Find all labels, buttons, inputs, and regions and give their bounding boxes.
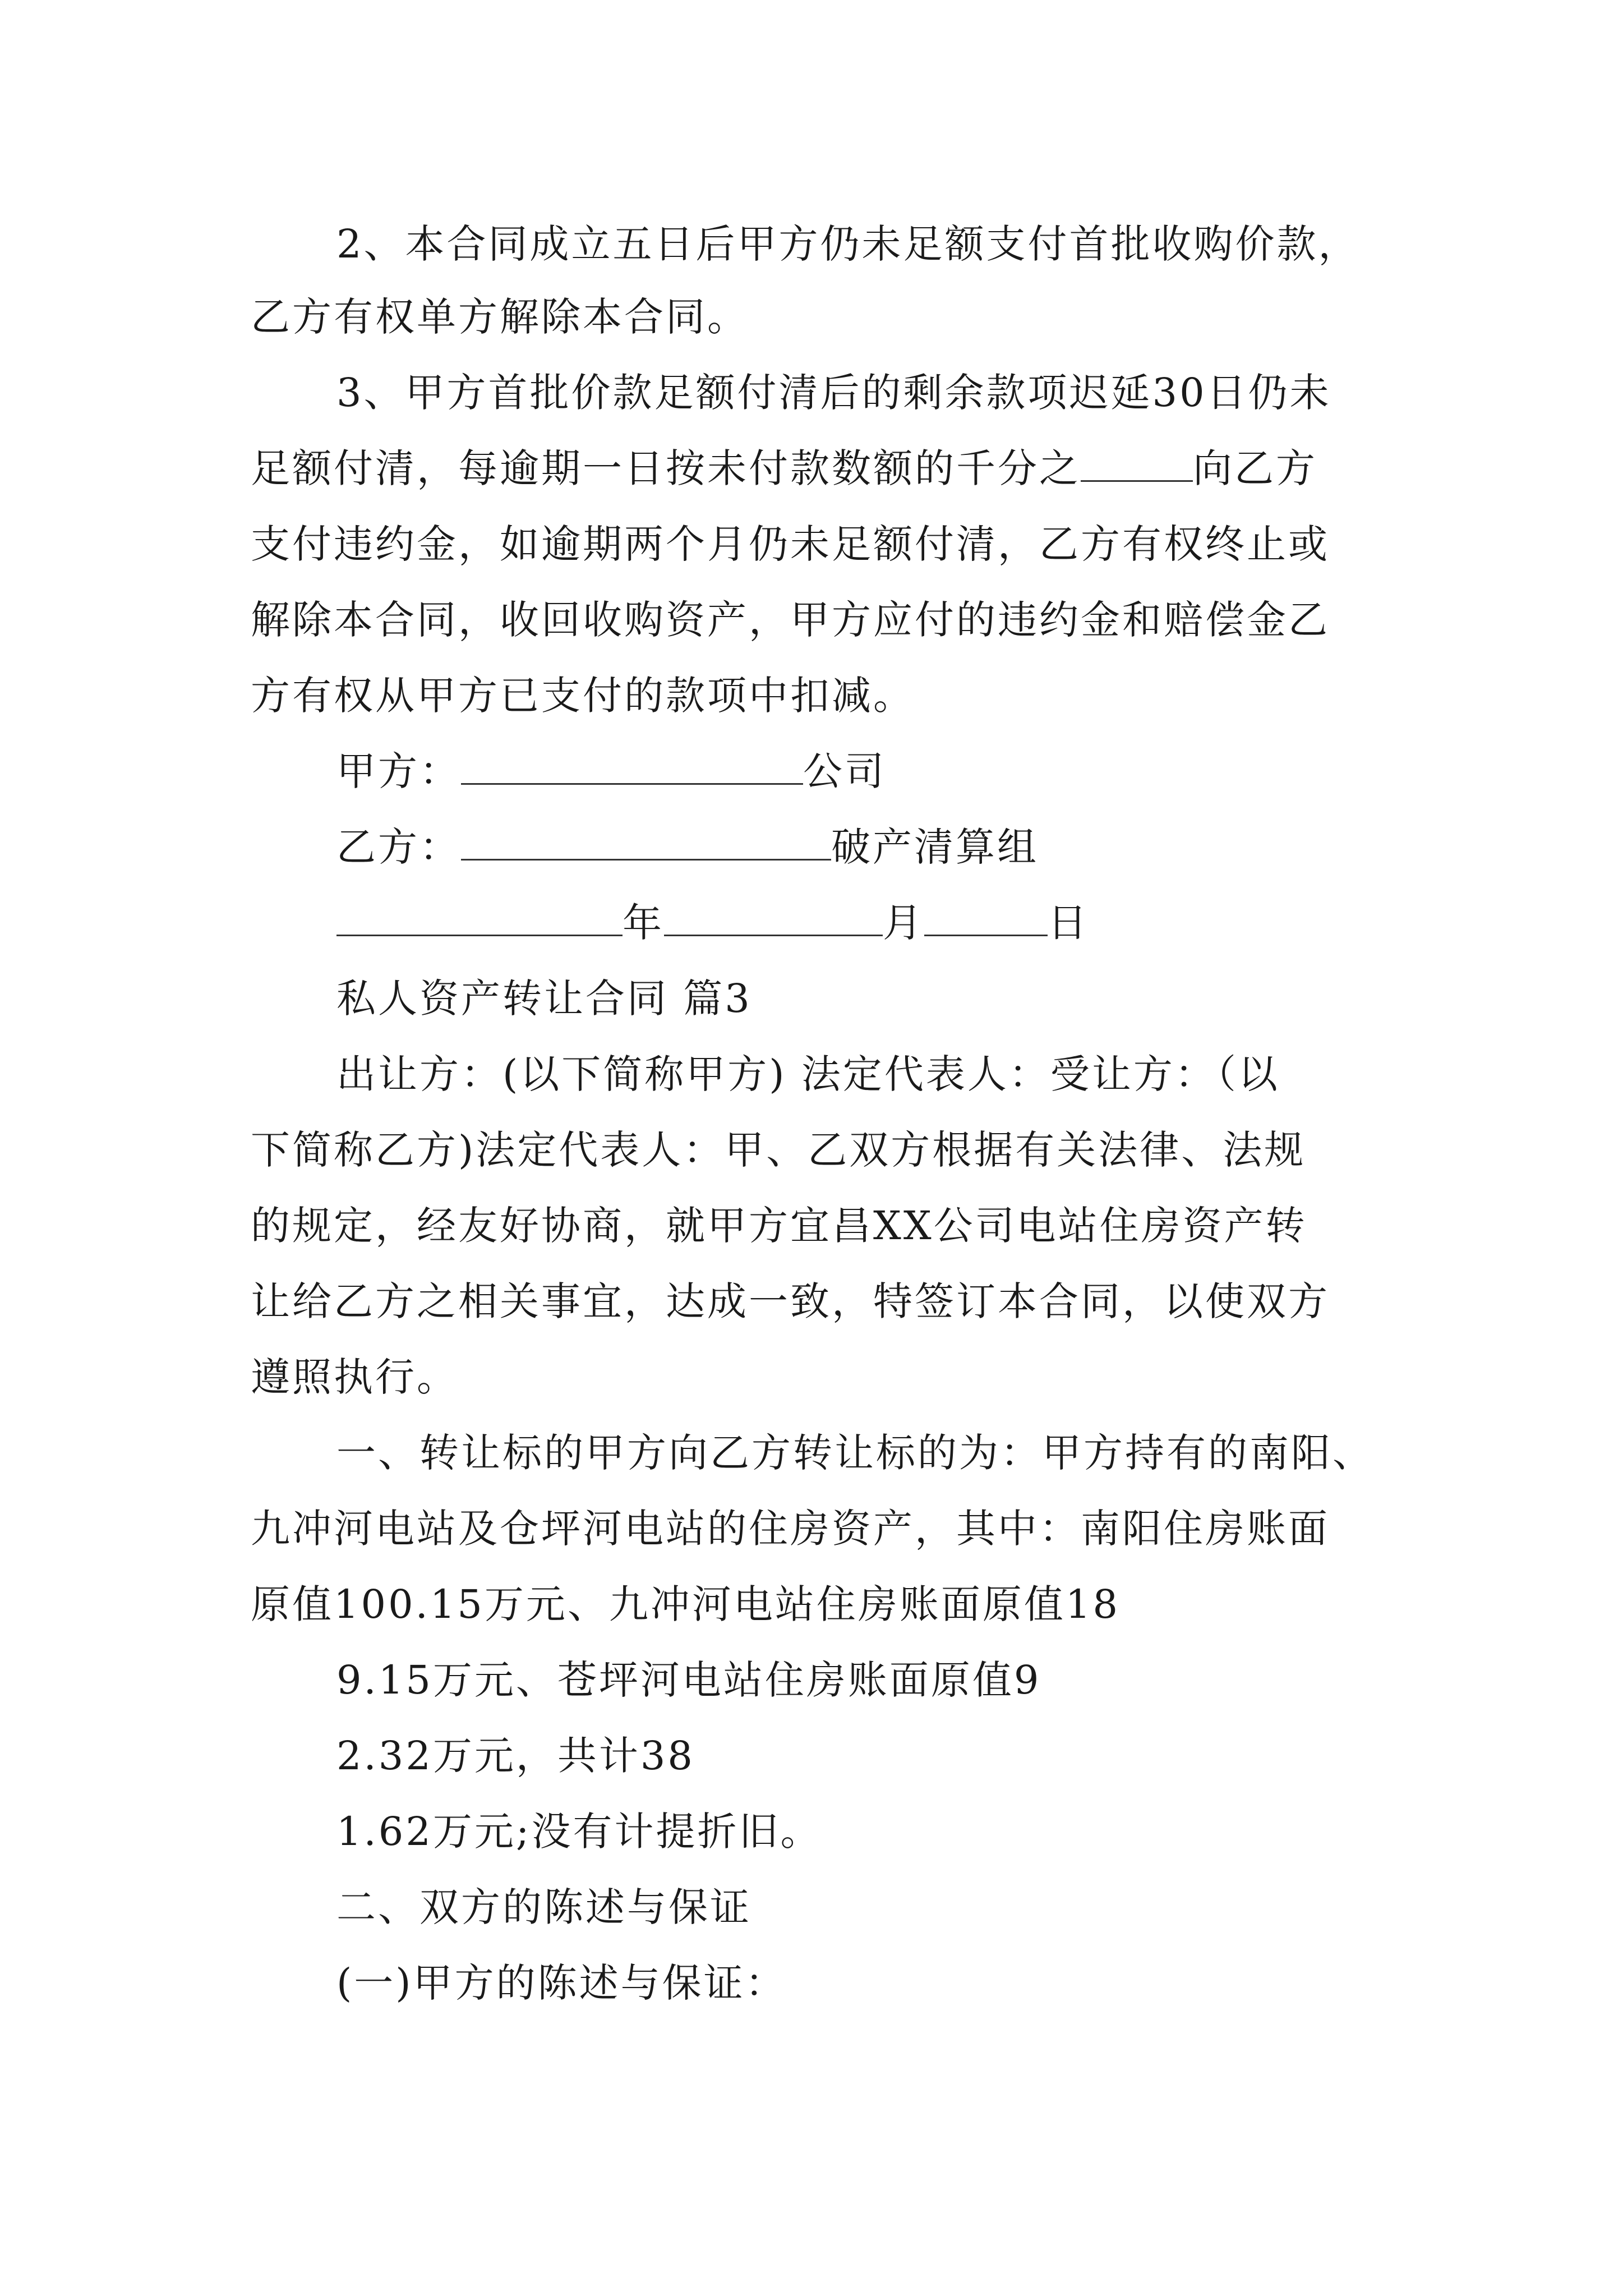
paragraph-article-1-line-3: 原值100.15万元、九冲河电站住房账面原值18 xyxy=(251,1581,1121,1627)
signature-party-a xyxy=(336,746,886,797)
year-blank xyxy=(336,901,623,936)
month-blank xyxy=(664,901,883,936)
paragraph-clause-3-line-1: 3、甲方首批价款足额付清后的剩余款项迟延30日仍未 xyxy=(336,370,1331,416)
paragraph-article-1-line-6: 1.62万元;没有计提折旧。 xyxy=(336,1809,822,1855)
paragraph-preamble-line-2: 下简称乙方)法定代表人：甲、乙双方根据有关法律、法规 xyxy=(251,1127,1306,1173)
clause-3-text: 足额付清，每逾期一日按未付款数额的千分之 xyxy=(251,445,1081,491)
party-a-blank xyxy=(461,749,803,785)
paragraph-article-1-line-4: 9.15万元、苍坪河电站住房账面原值9 xyxy=(336,1657,1041,1703)
rate-blank xyxy=(1081,447,1193,482)
paragraph-preamble-line-4: 让给乙方之相关事宜，达成一致，特签订本合同，以使双方 xyxy=(251,1278,1330,1324)
party-b-suffix: 破产清算组 xyxy=(831,824,1039,870)
party-b-label: 乙方： xyxy=(336,824,461,870)
paragraph-clause-3-line-4: 解除本合同，收回收购资产，甲方应付的违约金和赔偿金乙 xyxy=(251,597,1330,643)
paragraph-preamble-line-3: 的规定，经友好协商，就甲方宜昌XX公司电站住房资产转 xyxy=(251,1203,1307,1249)
section-heading: 私人资产转让合同 篇3 xyxy=(336,976,752,1022)
party-b-blank xyxy=(461,825,831,861)
paragraph-article-1-line-2: 九冲河电站及仓坪河电站的住房资产，其中：南阳住房账面 xyxy=(251,1506,1330,1552)
party-a-suffix: 公司 xyxy=(803,748,886,794)
article-2-heading: 二、双方的陈述与保证 xyxy=(336,1884,751,1930)
signature-party-b xyxy=(336,822,1039,872)
paragraph-preamble-line-1: 出让方：(以下简称甲方) 法定代表人：受让方：（以 xyxy=(336,1051,1280,1097)
day-blank xyxy=(924,901,1048,936)
paragraph-clause-3-line-5: 方有权从甲方已支付的款项中扣减。 xyxy=(251,673,915,719)
party-a-label: 甲方： xyxy=(336,748,461,794)
paragraph-clause-3-line-2 xyxy=(251,443,1317,494)
year-label: 年 xyxy=(623,900,664,946)
paragraph-preamble-line-5: 遵照执行。 xyxy=(251,1354,458,1400)
paragraph-clause-3-line-3: 支付违约金，如逾期两个月仍未足额付清，乙方有权终止或 xyxy=(251,521,1330,567)
signature-date xyxy=(336,898,1089,948)
paragraph-clause-2-line-2: 乙方有权单方解除本合同。 xyxy=(251,294,749,340)
paragraph-article-1-line-5: 2.32万元，共计38 xyxy=(336,1733,695,1779)
clause-3-text-tail: 向乙方 xyxy=(1193,445,1317,491)
month-label: 月 xyxy=(883,900,924,946)
paragraph-clause-2-line-1: 2、本合同成立五日后甲方仍未足额支付首批收购价款， xyxy=(336,221,1360,267)
paragraph-article-1-line-1: 一、转让标的甲方向乙方转让标的为：甲方持有的南阳、 xyxy=(336,1430,1374,1476)
day-label: 日 xyxy=(1048,900,1089,946)
article-2-subheading: (一)甲方的陈述与保证： xyxy=(336,1960,787,2006)
